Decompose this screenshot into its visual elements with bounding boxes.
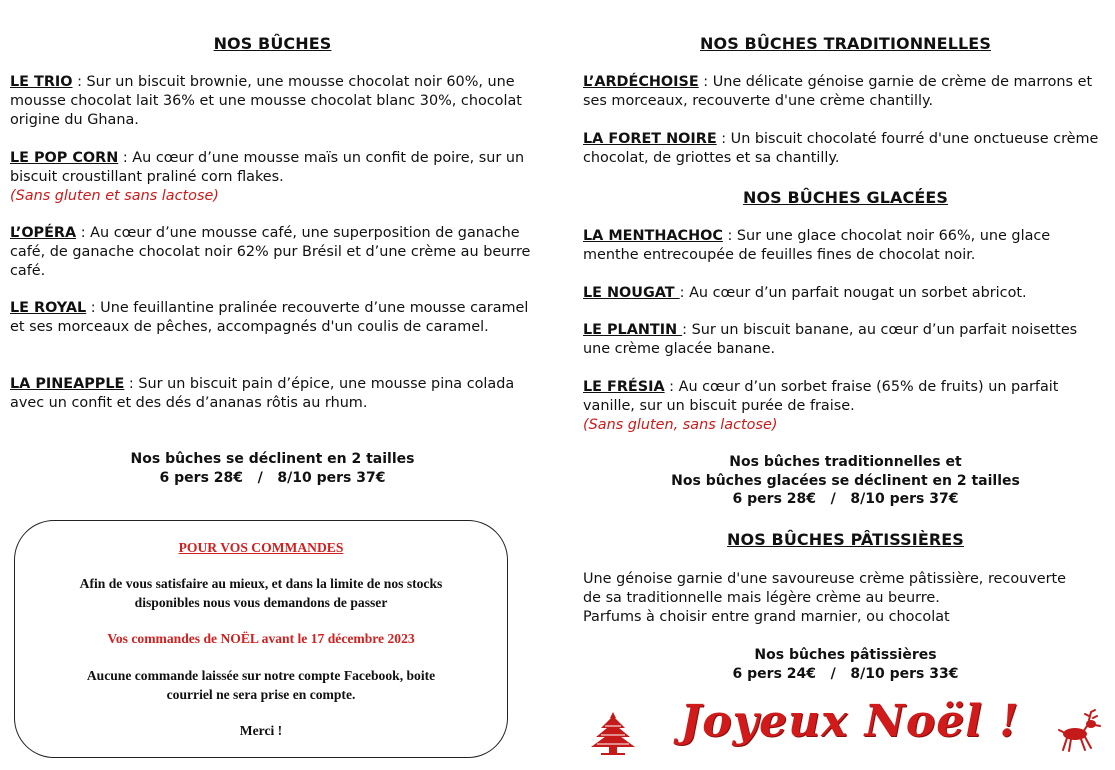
- section-title-pastry: NOS BÛCHES PÂTISSIÈRES: [727, 530, 964, 549]
- sizes-line: 6 pers 24€ / 8/10 pers 33€: [732, 665, 959, 682]
- item-nougat: [583, 284, 1108, 303]
- item-description: : Sur un biscuit pain d’épice, une mousse pina colada avec un confit et des dés d’ananas rôtis au rhum.: [10, 376, 515, 411]
- item-description: : Au cœur d’une mousse maïs un confit de poire, sur un biscuit croustillant praliné corn flakes.: [10, 150, 525, 185]
- sizes-line: Nos bûches pâtissières: [754, 647, 937, 663]
- pastry-line: de sa traditionnelle mais légère crème au beurre.: [583, 589, 940, 606]
- item-description: : Sur un biscuit banane, au cœur d’un parfait noisettes une crème glacée banane.: [583, 322, 1078, 357]
- item-ardechoise: [583, 73, 1108, 111]
- sizes-line: 6 pers 28€ / 8/10 pers 37€: [159, 469, 386, 486]
- item-name: L’OPÉRA: [10, 225, 77, 241]
- section-title-buches: NOS BÛCHES: [213, 34, 332, 53]
- orders-title: POUR VOS COMMANDES: [178, 540, 344, 555]
- item-name: LE NOUGAT: [583, 285, 680, 301]
- sizes-line: Nos bûches se déclinent en 2 tailles: [130, 451, 415, 467]
- sizes-info: [583, 453, 1108, 509]
- item-name: LA PINEAPPLE: [10, 376, 125, 392]
- pastry-description: [583, 570, 1108, 626]
- section-title-traditional: NOS BÛCHES TRADITIONNELLES: [700, 34, 991, 53]
- section-title-iced: NOS BÛCHES GLACÉES: [742, 188, 949, 207]
- orders-thanks: Merci !: [239, 723, 283, 738]
- item-name: LE FRÉSIA: [583, 379, 665, 395]
- greeting-text: Joyeux Noël !: [680, 696, 1020, 747]
- item-description: : Sur un biscuit brownie, une mousse chocolat noir 60%, une mousse chocolat lait 36% et une mousse chocolat blanc 30%, chocolat origine du Ghana.: [10, 74, 522, 128]
- item-name: LA MENTHACHOC: [583, 228, 723, 244]
- item-note: (Sans gluten, sans lactose): [583, 416, 778, 433]
- item-name: LA FORET NOIRE: [583, 131, 717, 147]
- item-name: L’ARDÉCHOISE: [583, 74, 699, 90]
- item-description: : Au cœur d’une mousse café, une superposition de ganache café, de ganache chocolat noir 62% pur Brésil et d’une crème au beurre café.: [10, 225, 531, 279]
- item-name: LE TRIO: [10, 74, 73, 90]
- christmas-tree-icon: [587, 710, 639, 756]
- pastry-line: Une génoise garnie d'une savoureuse crème pâtissière, recouverte: [583, 571, 1067, 587]
- item-description: : Un biscuit chocolaté fourré d'une onctueuse crème chocolat, de griottes et sa chantilly.: [583, 131, 1099, 166]
- item-opera: [10, 224, 535, 280]
- item-name: LE POP CORN: [10, 150, 119, 166]
- item-description: : Une feuillantine pralinée recouverte d’une mousse caramel et ses morceaux de pêches, accompagnés d'un coulis de caramel.: [10, 300, 529, 335]
- pastry-line: Parfums à choisir entre grand marnier, ou chocolat: [583, 608, 950, 625]
- reindeer-icon: [1055, 708, 1107, 754]
- sizes-line: Nos bûches traditionnelles et: [729, 454, 962, 470]
- orders-text: Afin de vous satisfaire au mieux, et dans la limite de nos stocks: [79, 576, 443, 591]
- item-pop-corn: [10, 149, 535, 205]
- orders-text: disponibles nous vous demandons de passer: [134, 595, 388, 610]
- item-description: : Une délicate génoise garnie de crème de marrons et ses morceaux, recouverte d'une crème chantilly.: [583, 74, 1093, 109]
- sizes-info: [583, 646, 1108, 683]
- item-fresia: [583, 378, 1108, 434]
- item-description: : Au cœur d’un parfait nougat un sorbet abricot.: [679, 285, 1027, 301]
- item-trio: [10, 73, 535, 129]
- item-description: : Au cœur d’un sorbet fraise (65% de fruits) un parfait vanille, sur un biscuit purée de fraise.: [583, 379, 1059, 414]
- orders-text: Aucune commande laissée sur notre compte Facebook, boite: [86, 668, 436, 683]
- item-pineapple: [10, 375, 535, 413]
- item-description: : Sur une glace chocolat noir 66%, une glace menthe entrecoupée de feuilles fines de chocolat noir.: [583, 228, 1051, 263]
- sizes-line: Nos bûches glacées se déclinent en 2 tailles: [671, 472, 1020, 489]
- orders-text: courriel ne sera prise en compte.: [166, 687, 356, 702]
- sizes-line: 6 pers 28€ / 8/10 pers 37€: [732, 491, 959, 507]
- item-name: LE ROYAL: [10, 300, 87, 316]
- item-royal: [10, 299, 535, 337]
- item-name: LE PLANTIN: [583, 322, 683, 338]
- sizes-info: [10, 450, 535, 487]
- orders-deadline: Vos commandes de NOËL avant le 17 décembre 2023: [107, 631, 415, 646]
- item-plantin: [583, 321, 1108, 359]
- greeting-banner: [585, 696, 1105, 760]
- item-note: (Sans gluten et sans lactose): [10, 187, 219, 204]
- item-foret-noire: [583, 130, 1108, 168]
- item-menthachoc: [583, 227, 1108, 265]
- orders-box: [14, 520, 508, 758]
